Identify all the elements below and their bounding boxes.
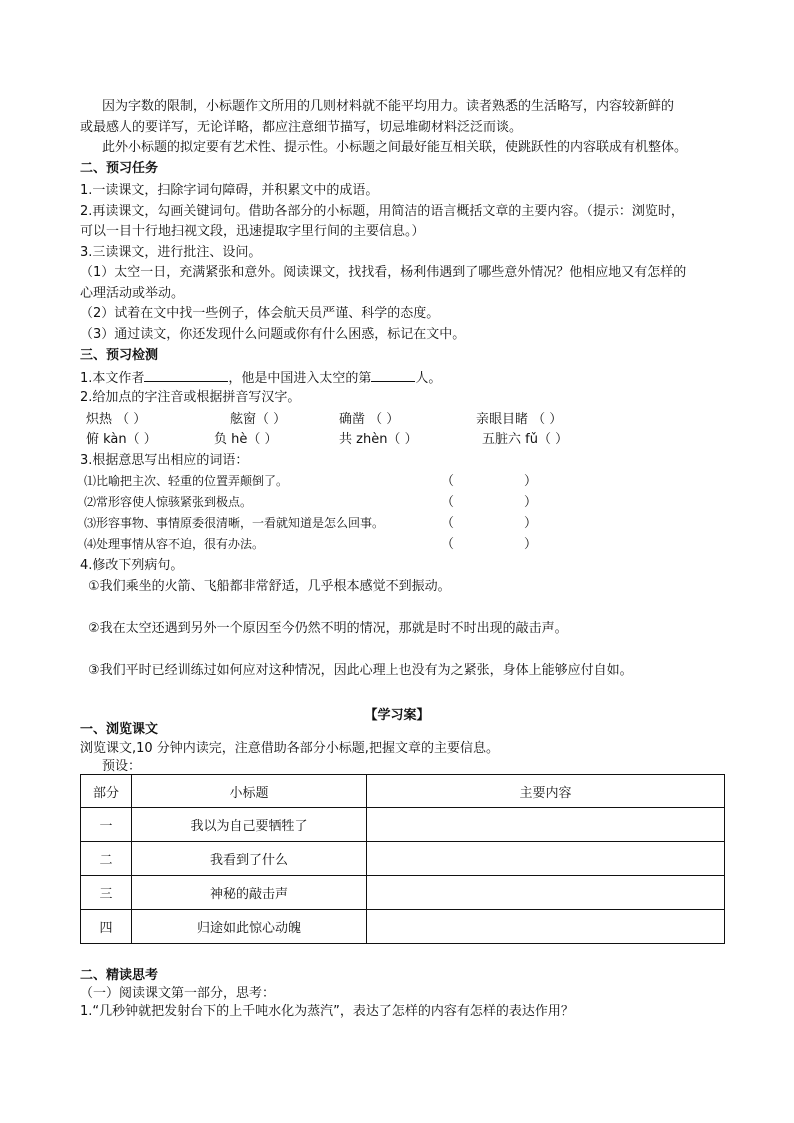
header-content: 主要内容: [367, 775, 725, 808]
intro-p2: 此外小标题的拟定要有艺术性、提示性。小标题之间最好能互相关联，使跳跃性的内容联成有机整体。: [102, 140, 688, 155]
section2-sub1-line1: （1）太空一日，充满紧张和意外。阅读课文，找找看，杨利伟遇到了哪些意外情况？他相应地又有怎样的: [80, 265, 687, 280]
answer-3-close: ）: [524, 516, 538, 531]
word-r1c1: 炽热 （ ）: [86, 412, 147, 427]
section2-item2-line2: 可以一目十行地扫视文段，迅速提取字里行间的主要信息。）: [80, 224, 425, 239]
order-blank[interactable]: [371, 367, 415, 382]
answer-2-open: （: [441, 495, 455, 510]
section3-heading: 三、预习检测: [80, 348, 159, 363]
section3-q1: [80, 367, 441, 388]
definition-2: ⑵常形容使人惊骇紧张到极点。: [84, 495, 253, 509]
outline-table: [80, 774, 725, 944]
sentence-3: ③我们平时已经训练过如何应对这种情况，因此心理上也没有为之紧张，身体上能够应付自如。: [88, 663, 633, 678]
section2-sub3: （3）通过读文，你还发现什么问题或你有什么困惑，标记在文中。: [80, 327, 466, 342]
section2-sub2: （2）试着在文中找一些例子，体会航天员严谨、科学的态度。: [80, 306, 440, 321]
study-instruction: 浏览课文,10 分钟内读完，注意借助各部分小标题,把握文章的主要信息。: [80, 741, 499, 756]
answer-3-open: （: [441, 516, 455, 531]
section2-item1: 1.一读课文，扫除字词句障碍，并积累文中的成语。: [80, 183, 379, 198]
header-part: 部分: [81, 775, 132, 808]
row3-subtitle: 神秘的敲击声: [132, 876, 367, 910]
sentence-2: ②我在太空还遇到另外一个原因至今仍然不明的情况，那就是时不时出现的敲击声。: [88, 621, 568, 636]
row3-content-cell[interactable]: [367, 876, 725, 910]
section2-heading: 二、预习任务: [80, 161, 159, 176]
table-row: [81, 910, 725, 944]
q1-part-a: 1.本文作者: [80, 371, 145, 386]
table-row: [81, 842, 725, 876]
answer-1-close: ）: [524, 474, 538, 489]
sentence-1: ①我们乘坐的火箭、飞船都非常舒适，几乎根本感觉不到振动。: [88, 579, 451, 594]
word-r1c3: 确凿 （ ）: [339, 412, 400, 427]
study-question-1: 1.“几秒钟就把发射台下的上千吨水化为蒸汽”，表达了怎样的内容有怎样的表达作用？: [80, 1004, 574, 1019]
definition-1: ⑴比喻把主次、轻重的位置弄颠倒了。: [84, 474, 289, 488]
row2-subtitle: 我看到了什么: [132, 842, 367, 876]
word-r1c4: 亲眼目睹 （ ）: [476, 412, 563, 427]
section3-q2: 2.给加点的字注音或根据拼音写汉字。: [80, 390, 301, 405]
author-blank[interactable]: [144, 367, 228, 382]
row2-part: 二: [81, 842, 132, 876]
study-subheading: （一）阅读课文第一部分，思考：: [80, 986, 276, 1001]
answer-4-open: （: [441, 537, 455, 552]
study-heading-1: 一、浏览课文: [80, 722, 159, 737]
header-subtitle: 小标题: [132, 775, 367, 808]
definition-4: ⑷处理事情从容不迫，很有办法。: [84, 537, 265, 551]
row4-part: 四: [81, 910, 132, 944]
q1-part-c: 人。: [415, 371, 442, 386]
word-r2c4: 五脏六 fǔ（ ）: [482, 432, 569, 447]
intro-p1-line2: 或最感人的要详写，无论详略，都应注意细节描写，切忌堆砌材料泛泛而谈。: [80, 120, 523, 135]
word-r2c3: 共 zhèn（ ）: [339, 432, 418, 447]
study-plan-title: 【学习案】: [364, 708, 430, 723]
section2-sub1-line2: 心理活动或举动。: [80, 286, 185, 301]
answer-1-open: （: [441, 474, 455, 489]
table-row: [81, 876, 725, 910]
row2-content-cell[interactable]: [367, 842, 725, 876]
section2-item2-line1: 2.再读课文，勾画关键词句。借助各部分的小标题，用简洁的语言概括文章的主要内容。（提示：浏览时，: [80, 204, 684, 219]
answer-2-close: ）: [524, 495, 538, 510]
row4-content-cell[interactable]: [367, 910, 725, 944]
table-row: [81, 808, 725, 842]
section2-item3: 3.三读课文，进行批注、设问。: [80, 245, 262, 260]
section3-q4: 4.修改下列病句。: [80, 558, 184, 573]
word-r2c1: 俯 kàn（ ）: [86, 432, 157, 447]
study-heading-2: 二、精读思考: [80, 968, 159, 983]
row1-content-cell[interactable]: [367, 808, 725, 842]
intro-p1-line1: 因为字数的限制，小标题作文所用的几则材料就不能平均用力。读者熟悉的生活略写，内容较新鲜的: [102, 99, 675, 114]
word-r2c2: 负 hè（ ）: [214, 432, 278, 447]
q1-part-b: ，他是中国进入太空的第: [228, 371, 372, 386]
word-r1c2: 舷窗（ ）: [230, 412, 287, 427]
definition-3: ⑶形容事物、事情原委很清晰，一看就知道是怎么回事。: [84, 516, 385, 530]
section3-q3: 3.根据意思写出相应的词语：: [80, 453, 249, 468]
row1-subtitle: 我以为自己要牺牲了: [132, 808, 367, 842]
answer-4-close: ）: [524, 537, 538, 552]
row3-part: 三: [81, 876, 132, 910]
row4-subtitle: 归途如此惊心动魄: [132, 910, 367, 944]
table-header-row: [81, 775, 725, 808]
row1-part: 一: [81, 808, 132, 842]
preset-label: 预设：: [102, 759, 142, 774]
